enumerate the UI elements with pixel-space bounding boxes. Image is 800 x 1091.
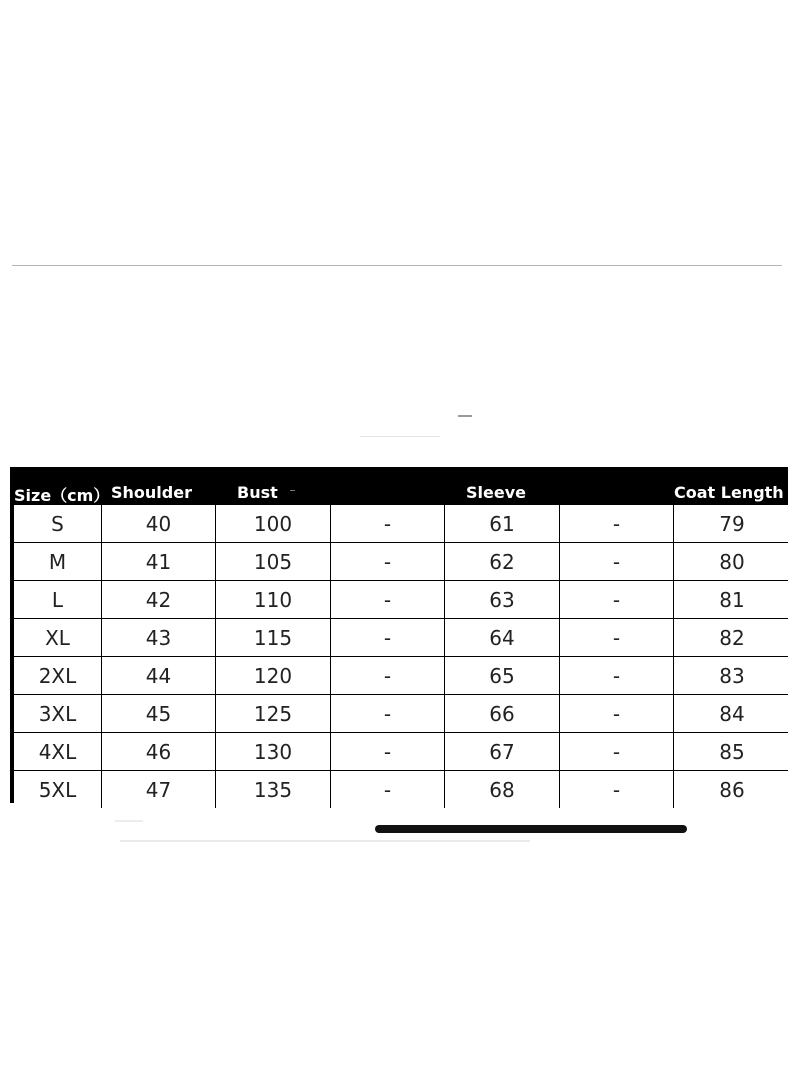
decorative-mark <box>120 840 530 842</box>
size-label-cell: 5XL <box>14 771 101 808</box>
table-cell: 64 <box>445 619 559 656</box>
table-cell: 68 <box>445 771 559 808</box>
table-cell: 110 <box>216 581 330 618</box>
table-cell: - <box>331 733 444 770</box>
size-label-cell: L <box>14 581 101 618</box>
size-label-cell: S <box>14 505 101 542</box>
size-label-cell: 4XL <box>14 733 101 770</box>
size-label-cell: 3XL <box>14 695 101 732</box>
header-sleeve: Sleeve <box>466 483 526 502</box>
header-shoulder: Shoulder <box>111 483 192 502</box>
table-cell: - <box>331 505 444 542</box>
table-cell: - <box>331 695 444 732</box>
table-cell: 42 <box>102 581 215 618</box>
size-label-cell: XL <box>14 619 101 656</box>
table-cell: 80 <box>674 543 790 580</box>
table-cell: 65 <box>445 657 559 694</box>
size-label-cell: 2XL <box>14 657 101 694</box>
table-cell: 86 <box>674 771 790 808</box>
table-cell: - <box>331 581 444 618</box>
table-cell: - <box>560 657 673 694</box>
table-cell: - <box>560 695 673 732</box>
table-cell: 83 <box>674 657 790 694</box>
table-cell: 66 <box>445 695 559 732</box>
header-bust: Bust <box>237 483 278 502</box>
table-cell: - <box>331 543 444 580</box>
size-label-cell: M <box>14 543 101 580</box>
table-cell: - <box>560 619 673 656</box>
table-cell: 120 <box>216 657 330 694</box>
top-divider-line <box>12 265 782 266</box>
decorative-mark <box>458 415 472 417</box>
table-cell: - <box>560 505 673 542</box>
table-header <box>14 467 784 505</box>
header-coat-length: Coat Length <box>674 483 784 502</box>
table-cell: 44 <box>102 657 215 694</box>
table-body <box>14 505 784 808</box>
table-cell: 105 <box>216 543 330 580</box>
table-cell: 41 <box>102 543 215 580</box>
table-cell: 81 <box>674 581 790 618</box>
table-cell: 85 <box>674 733 790 770</box>
decorative-bar <box>375 825 687 833</box>
table-cell: - <box>560 543 673 580</box>
decorative-mark <box>115 820 143 822</box>
table-cell: 82 <box>674 619 790 656</box>
table-cell: 40 <box>102 505 215 542</box>
table-cell: - <box>331 657 444 694</box>
table-cell: - <box>331 619 444 656</box>
table-cell: 43 <box>102 619 215 656</box>
table-cell: 62 <box>445 543 559 580</box>
table-cell: 45 <box>102 695 215 732</box>
table-cell: - <box>560 581 673 618</box>
table-cell: 79 <box>674 505 790 542</box>
table-cell: 130 <box>216 733 330 770</box>
table-cell: 61 <box>445 505 559 542</box>
decorative-mark <box>360 436 440 437</box>
table-cell: - <box>560 771 673 808</box>
table-cell: 63 <box>445 581 559 618</box>
table-cell: 46 <box>102 733 215 770</box>
table-cell: 100 <box>216 505 330 542</box>
header-size: Size（cm） <box>14 486 110 505</box>
table-cell: 115 <box>216 619 330 656</box>
table-cell: - <box>331 771 444 808</box>
table-cell: 47 <box>102 771 215 808</box>
decorative-mark <box>290 490 295 491</box>
table-cell: - <box>560 733 673 770</box>
table-cell: 125 <box>216 695 330 732</box>
table-cell: 67 <box>445 733 559 770</box>
size-chart-table <box>10 467 788 803</box>
table-cell: 84 <box>674 695 790 732</box>
table-cell: 135 <box>216 771 330 808</box>
